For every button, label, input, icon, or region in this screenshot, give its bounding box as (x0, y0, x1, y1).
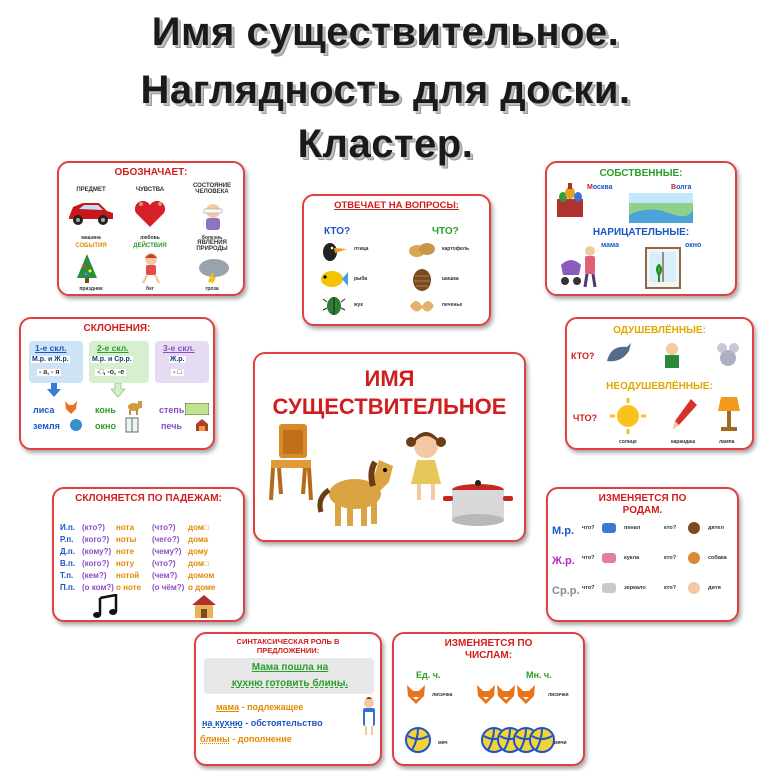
decl-2-end: -□, -о, -е (97, 369, 125, 376)
page-title-line1: Имя существительное. (151, 10, 620, 54)
volleyball-icon (528, 726, 556, 754)
item-icon (602, 523, 616, 533)
word-kon: конь (95, 405, 116, 415)
gender-question: что? (582, 585, 595, 591)
decl-2-head: 2-е скл. (97, 343, 129, 353)
header-predmet: ПРЕДМЕТ (76, 187, 106, 193)
case-cell: (чему?) (152, 547, 182, 556)
fox-icon (404, 682, 428, 706)
card-odush (565, 317, 754, 450)
storm-cloud-icon (197, 257, 231, 283)
gender-question: что? (582, 555, 595, 561)
gender-question: что? (582, 525, 595, 531)
case-cell: ноте (116, 547, 134, 556)
card-chisla (392, 632, 585, 766)
arrow-down-icon (111, 383, 125, 397)
role-word: блины (200, 734, 230, 744)
kremlin-icon (553, 179, 587, 219)
card-title: ОБОЗНАЧАЕТ: (114, 167, 188, 178)
gender-word: зеркало (624, 585, 646, 591)
case-cell: В.п. (60, 559, 76, 568)
role-desc: - подлежащее (241, 702, 304, 712)
horse-icon (125, 399, 143, 415)
caption-ptitsa: птица (354, 246, 369, 252)
card-padezhi (52, 487, 245, 622)
mother-stroller-icon (557, 243, 603, 289)
role-row-3 (200, 734, 292, 744)
field-icon (185, 403, 209, 415)
case-cell: (что?) (152, 559, 176, 568)
card-sintaks (194, 632, 382, 766)
decl-1-gender: М.р. и Ж.р. (32, 356, 69, 363)
item-icon (602, 583, 616, 593)
caption-pechenye: печенье (442, 302, 463, 308)
case-cell: (чего?) (152, 535, 180, 544)
tree-icon (75, 252, 99, 284)
fish-icon (318, 268, 348, 290)
case-cell: (кем?) (82, 571, 107, 580)
role-row-2 (202, 718, 323, 728)
gender-question: кто? (664, 525, 677, 531)
card-voprosy (302, 194, 491, 326)
case-cell: о ноте (116, 583, 141, 592)
decl-1-end: - а, - я (39, 369, 60, 376)
decl-1-head: 1-е скл. (35, 343, 67, 353)
pot-icon (443, 474, 513, 532)
item-icon (688, 522, 700, 534)
caption-lampa: лампа (719, 439, 735, 445)
caption-prazdnik: праздник (79, 286, 103, 292)
fox-icon (514, 682, 538, 706)
case-cell: о доме (188, 583, 216, 592)
cookie-icon (408, 296, 436, 316)
potato-icon (408, 240, 436, 260)
center-title-line1: ИМЯ (364, 366, 415, 391)
chair-icon (265, 422, 313, 502)
kto-label: КТО? (324, 226, 351, 237)
caption-karandash: карандаш (671, 439, 696, 445)
moskva-label: Москва (587, 184, 613, 191)
gender-word: пенал (624, 525, 641, 531)
case-cell: (кому?) (82, 547, 112, 556)
header-yavleniya: ЯВЛЕНИЯ ПРИРОДЫ (196, 240, 228, 253)
case-cell: домом (188, 571, 215, 580)
case-cell: (кто?) (82, 523, 105, 532)
case-cell: дом□ (188, 559, 209, 568)
header-deistviya: ДЕЙСТВИЯ (133, 243, 167, 249)
mn-ch-label: Мн. ч. (526, 670, 552, 680)
moskva-rest: осква (592, 184, 613, 191)
card-title: ОДУШЕВЛЁННЫЕ: (613, 325, 706, 336)
card-skloneniya (19, 317, 215, 450)
decl-2-gender: М.р. и Ср.р. (92, 356, 132, 363)
mama-label: мама (601, 242, 619, 249)
case-cell: (что?) (152, 523, 176, 532)
word-okno: окно (95, 421, 116, 431)
beetle-icon (322, 294, 346, 316)
word-pech: печь (161, 421, 182, 431)
header-sobytiya: СОБЫТИЯ (75, 243, 107, 249)
caption-lisichka: лисичка (432, 692, 453, 698)
sentence-line1: Мама пошла на (251, 662, 329, 673)
card-title: ИЗМЕНЯЕТСЯ ПО РОДАМ. (598, 493, 687, 516)
fox-icon (63, 399, 79, 415)
gender-word: кукла (624, 555, 640, 561)
caption-kartofel: картофель (442, 246, 470, 252)
decl-3-gender: Ж.р. (170, 356, 185, 363)
gender-label: М.р. (552, 525, 574, 537)
case-cell: (о чём?) (152, 583, 185, 592)
heart-icon (133, 199, 167, 229)
volga-rest: олга (676, 184, 692, 191)
header-sostoyanie: СОСТОЯНИЕ ЧЕЛОВЕКА (192, 183, 232, 196)
page-title-line3: Кластер. (297, 122, 474, 166)
page-title-line2: Наглядность для доски. (140, 68, 631, 112)
caption-groza: гроза (205, 286, 219, 292)
music-note-icon (92, 594, 120, 620)
card-title: ОТВЕЧАЕТ НА ВОПРОСЫ: (334, 200, 459, 211)
case-cell: Т.п. (60, 571, 74, 580)
case-cell: дома (188, 535, 209, 544)
card-oboznachaet (57, 161, 245, 296)
decl-3-end: - □ (173, 369, 182, 376)
gender-word: дитя (708, 585, 721, 591)
car-icon (65, 197, 115, 227)
caption-beg: бег (146, 286, 154, 292)
pinecone-icon (410, 266, 434, 292)
okno-label: окно (685, 242, 702, 249)
card-subtitle: НАРИЦАТЕЛЬНЫЕ: (592, 227, 690, 238)
gender-word: собака (708, 555, 727, 561)
card-title: СИНТАКСИЧЕСКАЯ РОЛЬ В ПРЕДЛОЖЕНИИ: (236, 637, 340, 655)
pencil-icon (671, 397, 699, 431)
case-cell: Д.п. (60, 547, 75, 556)
ed-ch-label: Ед. ч. (416, 670, 441, 680)
caption-myachi: мячи (554, 740, 567, 746)
dolphin-icon (603, 341, 633, 369)
header-chuvstva: ЧУВСТВА (135, 187, 165, 193)
sun-icon (609, 397, 647, 435)
case-cell: ноты (116, 535, 137, 544)
globe-icon (69, 418, 83, 432)
case-cell: (кого?) (82, 535, 110, 544)
item-icon (688, 582, 700, 594)
card-title: СОБСТВЕННЫЕ: (599, 168, 683, 179)
gender-word: дятел (708, 525, 724, 531)
stove-icon (195, 418, 209, 432)
card-title: СКЛОНЕНИЯ: (83, 323, 151, 334)
caption-zhuk: жук (354, 302, 363, 308)
caption-lyubov: любовь (140, 235, 160, 241)
role-desc: - дополнение (232, 734, 292, 744)
volga-label: Волга (671, 184, 692, 191)
sick-person-icon (199, 201, 227, 231)
window-icon (645, 247, 681, 289)
girl-icon (405, 430, 447, 502)
caption-solntse: солнце (619, 439, 637, 445)
house-icon (190, 593, 218, 619)
card-subtitle: НЕОДУШЕВЛЁННЫЕ: (606, 381, 713, 392)
word-zemlya: земля (33, 421, 60, 431)
gender-question: кто? (664, 555, 677, 561)
case-cell: дом□ (188, 523, 209, 532)
chto-label: ЧТО? (573, 413, 598, 423)
gender-label: Ж.р. (552, 555, 575, 567)
chto-label: ЧТО? (432, 226, 459, 237)
role-word: мама (216, 702, 240, 712)
caption-shishka: шишка (442, 276, 459, 282)
sentence-line2: кухню готовить блины. (231, 678, 349, 689)
role-word: на кухню (202, 718, 243, 728)
card-title: ИЗМЕНЯЕТСЯ ПО ЧИСЛАМ: (444, 638, 533, 661)
volleyball-icon (404, 726, 432, 754)
caption-ryba: рыба (354, 276, 368, 282)
case-cell: нота (116, 523, 134, 532)
case-cell: дому (188, 547, 209, 556)
case-cell: (о ком?) (82, 583, 114, 592)
card-center (253, 352, 526, 542)
decl-3-head: 3-е скл. (163, 343, 195, 353)
mouse-icon (715, 341, 741, 367)
case-cell: И.п. (60, 523, 76, 532)
item-icon (602, 553, 616, 563)
case-cell: (кого?) (82, 559, 110, 568)
role-desc: - обстоятельство (245, 718, 323, 728)
gender-question: кто? (664, 585, 677, 591)
cook-woman-icon (358, 696, 380, 736)
card-title: СКЛОНЯЕТСЯ ПО ПАДЕЖАМ: (75, 493, 222, 504)
caption-myach: мяч (438, 740, 448, 746)
case-cell: нотой (116, 571, 140, 580)
card-sobstvennye (545, 161, 737, 296)
case-cell: Р.п. (60, 535, 74, 544)
river-icon (629, 193, 693, 223)
arrow-down-icon (47, 383, 61, 397)
case-cell: П.п. (60, 583, 76, 592)
window-small-icon (125, 417, 139, 433)
gender-label: Ср.р. (552, 585, 580, 597)
case-cell: ноту (116, 559, 135, 568)
kto-label: КТО? (571, 351, 595, 361)
horse-icon (315, 452, 399, 530)
item-icon (688, 552, 700, 564)
lamp-icon (717, 395, 741, 433)
toucan-icon (320, 240, 348, 262)
caption-lisichki: лисички (548, 692, 569, 698)
caption-mashina: машина (81, 235, 101, 241)
role-row-1 (216, 702, 303, 712)
center-title-line2: СУЩЕСТВИТЕЛЬНОЕ (272, 394, 507, 419)
grandpa-icon (661, 341, 683, 369)
running-girl-icon (139, 252, 163, 284)
word-lisa: лиса (33, 405, 55, 415)
card-rody (546, 487, 739, 622)
caption-bolezn: болезнь (201, 235, 223, 241)
case-cell: (чем?) (152, 571, 178, 580)
word-step: степь (159, 405, 185, 415)
